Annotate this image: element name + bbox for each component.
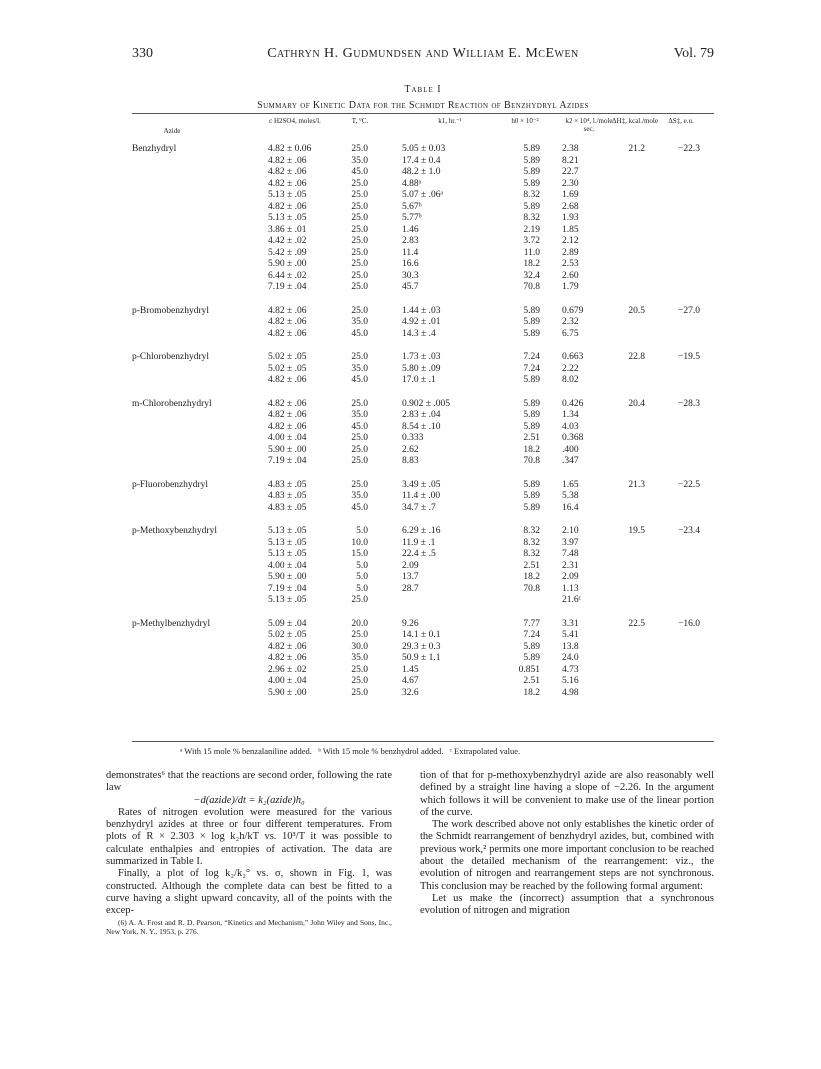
h0-value: 70.8 [523,583,540,594]
k2-value: 0.426 [562,398,584,409]
k1-value: 29.3 ± 0.3 [402,641,441,652]
k2-value: 24.0 [562,653,579,663]
temperature: 25.0 [351,676,368,686]
k2-value: 2.53 [562,259,579,269]
k2-value: 2.09 [562,572,579,582]
temperature: 25.0 [351,224,368,235]
acid-conc: 6.44 ± .02 [268,270,307,281]
column-header: ΔS‡, e.u. [668,117,694,125]
h0-value: 5.89 [523,502,540,513]
temperature: 5.0 [356,560,368,571]
acid-conc: 4.82 ± .06 [268,155,307,166]
column-header: T, °C. [351,117,369,125]
acid-conc: 4.42 ± .02 [268,236,307,246]
k2-value: 2.30 [562,178,579,189]
acid-conc: 5.90 ± .00 [268,572,307,582]
h0-value: 5.89 [523,375,540,385]
delta-s-value: −22.3 [678,144,700,154]
temperature: 45.0 [351,502,368,513]
azide-name: Benzhydryl [132,144,177,154]
table-top-rule [132,113,714,114]
paragraph: Finally, a plot of log k₂/k₂° vs. σ, shown in Fig. 1, was constructed. Although the complete data can best be fitted to a curve having a slight upward concavity, all of the points with the excep- [106,868,392,917]
delta-h-value: 22.8 [628,352,645,362]
acid-conc: 4.82 ± .06 [268,178,307,189]
acid-conc: 4.00 ± .04 [268,676,307,686]
h0-value: 5.89 [523,178,540,189]
acid-conc: 5.90 ± .00 [268,259,307,269]
k2-value: 3.31 [562,618,579,629]
delta-h-value: 21.3 [628,479,645,490]
temperature: 25.0 [351,456,368,466]
acid-conc: 3.86 ± .01 [268,224,307,235]
acid-conc: 4.83 ± .05 [268,491,307,501]
k1-value: 34.7 ± .7 [402,502,436,513]
h0-value: 7.77 [523,618,540,629]
k1-value: 14.1 ± 0.1 [402,630,441,640]
acid-conc: 4.82 ± .06 [268,305,307,316]
k1-value: 1.73 ± .03 [402,352,441,362]
k2-value: 4.03 [562,421,579,432]
k1-value: 5.80 ± .09 [402,363,441,374]
delta-h-value: 19.5 [628,526,645,536]
h0-value: 5.89 [523,479,540,490]
h0-value: 5.89 [523,328,540,339]
column-header: ΔH‡, kcal./mole [612,117,658,125]
page-header [132,46,714,66]
acid-conc: 4.82 ± .06 [268,167,307,177]
h0-value: 8.32 [523,213,540,223]
k1-value: 0.902 ± .005 [402,398,450,409]
h0-value: 5.89 [523,641,540,652]
h0-value: 5.89 [523,410,540,420]
k1-value: 2.09 [402,560,419,571]
k1-value: 4.67 [402,676,419,686]
h0-value: 7.24 [523,630,540,640]
k1-value: 14.3 ± .4 [402,328,436,339]
temperature: 5.0 [356,572,368,582]
temperature: 25.0 [351,352,368,362]
acid-conc: 4.82 ± .06 [268,641,307,652]
k2-value: 1.79 [562,282,579,292]
table-caption: Summary of Kinetic Data for the Schmidt Reaction of Benzhydryl Azides [257,100,589,111]
acid-conc: 4.82 ± .06 [268,375,307,385]
azide-name: p-Bromobenzhydryl [132,305,210,316]
k1-value: 3.49 ± .05 [402,479,441,490]
k2-value: 4.98 [562,687,579,698]
k1-value: 11.9 ± .1 [402,537,436,548]
temperature: 15.0 [351,549,368,559]
temperature: 45.0 [351,421,368,432]
h0-value: 5.89 [523,317,540,327]
azide-name: p-Fluorobenzhydryl [132,479,208,490]
delta-s-value: −22.5 [678,479,700,490]
k2-value: 5.16 [562,676,579,686]
temperature: 35.0 [351,410,368,420]
k2-value: 13.8 [562,641,579,652]
h0-value: 5.89 [523,201,540,212]
delta-s-value: −23.4 [678,526,700,536]
h0-value: 18.2 [523,259,540,269]
column-header: k2 × 10⁴, l./mole sec. [565,117,613,133]
h0-value: 2.19 [523,224,540,235]
k1-value: 4.92 ± .01 [402,317,441,327]
column-header: Azide [163,127,181,135]
k1-value: 5.07 ± .06ᵃ [402,190,444,200]
temperature: 25.0 [351,213,368,223]
h0-value: 32.4 [523,270,540,281]
temperature: 35.0 [351,653,368,663]
temperature: 25.0 [351,190,368,200]
temperature: 45.0 [351,375,368,385]
paragraph: demonstrates⁶ that the reactions are second order, following the rate law [106,770,392,794]
k2-value: 5.38 [562,491,579,501]
h0-value: 70.8 [523,282,540,292]
k2-value: 2.60 [562,270,579,281]
acid-conc: 4.82 ± .06 [268,410,307,420]
h0-value: 5.89 [523,398,540,409]
acid-conc: 4.82 ± .06 [268,201,307,212]
k1-value: 0.333 [402,433,424,443]
h0-value: 3.72 [523,236,540,246]
k2-value: 1.93 [562,213,579,223]
h0-value: 8.32 [523,190,540,200]
acid-conc: 5.09 ± .04 [268,618,307,629]
k2-value: 2.31 [562,560,579,571]
k1-value: 11.4 ± .00 [402,491,441,501]
azide-name: p-Methylbenzhydryl [132,618,211,629]
right-text-column [420,770,714,918]
table-title: Table I [404,84,442,95]
temperature: 25.0 [351,687,368,698]
k2-value: 1.69 [562,190,579,200]
delta-s-value: −19.5 [678,352,700,362]
k2-value: 21.6ᶜ [562,595,582,605]
temperature: 25.0 [351,630,368,640]
temperature: 25.0 [351,664,368,675]
k1-value: 28.7 [402,583,419,594]
left-text-column [106,770,392,936]
temperature: 45.0 [351,328,368,339]
k1-value: 6.29 ± .16 [402,526,441,536]
k1-value: 2.62 [402,444,419,455]
paragraph: Let us make the (incorrect) assumption that a synchronous evolution of nitrogen and migration [420,892,714,917]
acid-conc: 4.82 ± .06 [268,653,307,663]
k2-value: 2.68 [562,201,579,212]
k2-value: 2.89 [562,247,579,258]
temperature: 25.0 [351,282,368,292]
h0-value: 70.8 [523,456,540,466]
temperature: 25.0 [351,433,368,443]
paragraph: Rates of nitrogen evolution were measured for the various benzhydryl azides at three or four different temperatures. From plots of R × 2.303 × log k₂h/kT vs. 10³/T it was possible to calculate enthalpies and entropies of activation. The data are summarized in Table I. [106,806,392,868]
h0-value: 2.51 [523,560,540,571]
k1-value: 45.7 [402,282,419,292]
h0-value: 11.0 [523,247,540,258]
k2-value: 2.22 [562,363,579,374]
temperature: 25.0 [351,479,368,490]
k1-value: 11.4 [402,247,419,258]
h0-value: 7.24 [523,363,540,374]
temperature: 25.0 [351,444,368,455]
temperature: 20.0 [351,618,368,629]
acid-conc: 5.13 ± .05 [268,213,307,223]
k1-value: 13.7 [402,572,419,582]
temperature: 25.0 [351,259,368,269]
k2-value: 2.38 [562,144,579,154]
k2-value: 3.97 [562,537,579,548]
rate-law-equation: −d(azide)/dt = k₂(azide)h₀ [193,794,305,806]
k2-value: .400 [562,444,579,455]
page-number: 330 [132,46,153,61]
acid-conc: 5.13 ± .05 [268,190,307,200]
h0-value: 5.89 [523,305,540,316]
temperature: 25.0 [351,270,368,281]
acid-conc: 7.19 ± .04 [268,456,307,466]
acid-conc: 7.19 ± .04 [268,583,307,594]
temperature: 25.0 [351,236,368,246]
acid-conc: 5.13 ± .05 [268,549,307,559]
k2-value: 6.75 [562,328,579,339]
acid-conc: 5.90 ± .00 [268,444,307,455]
h0-value: 5.89 [523,653,540,663]
column-header: c H2SO4, moles/l. [269,117,321,125]
acid-conc: 4.82 ± .06 [268,317,307,327]
k2-value: 2.32 [562,317,579,327]
paragraph: tion of that for p-methoxybenzhydryl azide are also reasonably well defined by a straight line having a slope of −2.26. In the argument which follows it will be convenient to make use of the linear portion of the curve. [420,770,714,818]
acid-conc: 5.13 ± .05 [268,526,307,536]
k1-value: 17.4 ± 0.4 [402,155,441,166]
temperature: 25.0 [351,201,368,212]
h0-value: 7.24 [523,352,540,362]
h0-value: 2.51 [523,433,540,443]
paragraph: The work described above not only establishes the kinetic order of the Schmidt rearrangement of benzhydryl azides, but, combined with previous work,² permits one more important conclusion to be reached about the detailed mechanism of the rearrangement: viz., the evolution of nitrogen and rearrangement steps are not synchronous. This conclusion may be reached by the following formal argument: [420,819,714,892]
acid-conc: 5.02 ± .05 [268,630,307,640]
h0-value: 5.89 [523,421,540,432]
acid-conc: 4.83 ± .05 [268,479,307,490]
delta-h-value: 20.4 [628,398,645,409]
delta-h-value: 20.5 [628,305,645,316]
k2-value: 2.10 [562,526,579,536]
k1-value: 1.46 [402,224,419,235]
temperature: 25.0 [351,247,368,258]
temperature: 5.0 [356,526,368,536]
k2-value: 5.41 [562,630,579,640]
k1-value: 9.26 [402,618,419,629]
k2-value: 0.679 [562,305,584,316]
delta-s-value: −28.3 [678,398,700,409]
h0-value: 18.2 [523,687,540,698]
h0-value: 0.851 [518,664,540,675]
k1-value: 1.44 ± .03 [402,305,441,316]
h0-value: 5.89 [523,167,540,177]
volume-number: Vol. 79 [673,46,714,61]
k1-value: 8.54 ± .10 [402,421,441,432]
running-authors: Cathryn H. Gudmundsen and William E. McEwen [267,46,579,61]
k2-value: 1.85 [562,224,579,235]
k1-value: 22.4 ± .5 [402,549,436,559]
h0-value: 8.32 [523,526,540,536]
table-bottom-rule [132,741,714,742]
azide-name: p-Chlorobenzhydryl [132,352,210,362]
k1-value: 32.6 [402,687,419,698]
temperature: 30.0 [351,641,368,652]
temperature: 25.0 [351,595,368,605]
temperature: 25.0 [351,305,368,316]
k1-value: 1.45 [402,664,419,675]
delta-s-value: −27.0 [678,305,700,316]
k2-value: 16.4 [562,502,579,513]
k2-value: 8.21 [562,155,579,166]
temperature: 25.0 [351,178,368,189]
acid-conc: 5.90 ± .00 [268,687,307,698]
table-footnotes: ᵃ With 15 mole % benzalaniline added. ᵇ With 15 mole % benzhydrol added. ᶜ Extrapolated value. [180,746,521,756]
temperature: 35.0 [351,317,368,327]
acid-conc: 4.82 ± 0.06 [268,144,312,154]
k1-value: 30.3 [402,270,419,281]
acid-conc: 4.82 ± .06 [268,328,307,339]
k2-value: 1.65 [562,479,579,490]
acid-conc: 4.00 ± .04 [268,560,307,571]
azide-name: p-Methoxybenzhydryl [132,526,217,536]
temperature: 35.0 [351,491,368,501]
acid-conc: 5.13 ± .05 [268,537,307,548]
k1-value: 4.88ᵃ [402,178,422,189]
h0-value: 8.32 [523,549,540,559]
k1-value: 5.67ᵇ [402,201,422,212]
temperature: 45.0 [351,167,368,177]
k1-value: 2.83 ± .04 [402,410,441,420]
column-header: k1, hr.⁻¹ [438,117,462,125]
k1-value: 2.83 [402,236,419,246]
h0-value: 5.89 [523,144,540,154]
temperature: 5.0 [356,583,368,594]
delta-s-value: −16.0 [678,618,700,629]
temperature: 35.0 [351,155,368,166]
acid-conc: 4.82 ± .06 [268,398,307,409]
temperature: 35.0 [351,363,368,374]
k1-value: 48.2 ± 1.0 [402,167,441,177]
k2-value: 7.48 [562,549,579,559]
acid-conc: 4.00 ± .04 [268,433,307,443]
k2-value: 2.12 [562,236,579,246]
acid-conc: 4.82 ± .06 [268,421,307,432]
acid-conc: 7.19 ± .04 [268,282,307,292]
k2-value: 4.73 [562,664,579,675]
azide-name: m-Chlorobenzhydryl [132,398,212,409]
k1-value: 50.9 ± 1.1 [402,653,441,663]
h0-value: 2.51 [523,676,540,686]
acid-conc: 2.96 ± .02 [268,664,307,675]
acid-conc: 5.02 ± .05 [268,363,307,374]
k1-value: 16.6 [402,259,419,269]
delta-h-value: 21.2 [628,144,645,154]
k1-value: 17.0 ± .1 [402,375,436,385]
h0-value: 18.2 [523,572,540,582]
h0-value: 5.89 [523,155,540,166]
k2-value: 0.663 [562,352,584,362]
k1-value: 8.83 [402,456,419,466]
delta-h-value: 22.5 [628,618,645,629]
k2-value: 8.02 [562,375,579,385]
k1-value: 5.05 ± 0.03 [402,144,446,154]
acid-conc: 5.13 ± .05 [268,595,307,605]
reference-footnote: (6) A. A. Frost and R. D. Pearson, “Kinetics and Mechanism,” John Wiley and Sons, Inc., New York, N. Y., 1953, p. 276. [106,917,392,936]
temperature: 10.0 [351,537,368,548]
temperature: 25.0 [351,398,368,409]
k2-value: 1.13 [562,583,579,594]
h0-value: 5.89 [523,491,540,501]
k2-value: 22.7 [562,167,579,177]
column-header: h0 × 10⁻² [511,117,539,125]
acid-conc: 5.42 ± .09 [268,247,307,258]
h0-value: 8.32 [523,537,540,548]
acid-conc: 4.83 ± .05 [268,502,307,513]
temperature: 25.0 [351,144,368,154]
acid-conc: 5.02 ± .05 [268,352,307,362]
k2-value: 0.368 [562,433,584,443]
k1-value: 5.77ᵇ [402,213,422,223]
k2-value: 1.34 [562,410,579,420]
h0-value: 18.2 [523,444,540,455]
k2-value: .347 [562,456,579,466]
